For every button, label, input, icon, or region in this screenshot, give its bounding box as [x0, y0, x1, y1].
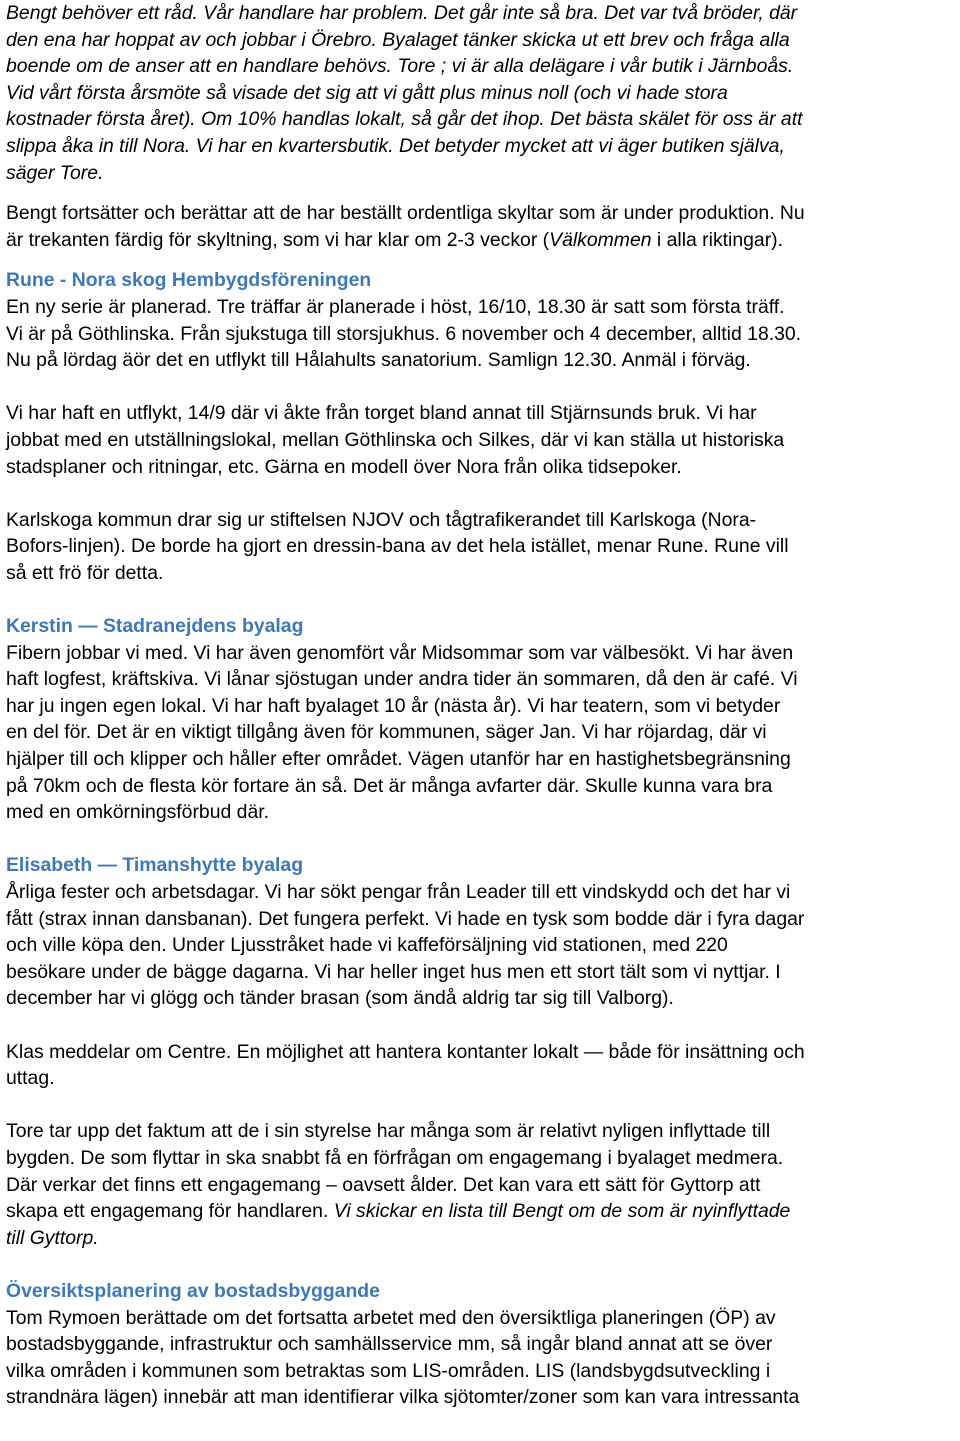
text-line: till Gyttorp.	[6, 1226, 99, 1249]
text-span-italic: Vi skickar en lista till Bengt om de som är nyinflyttade	[333, 1200, 791, 1223]
paragraph-klas	[6, 1039, 958, 1092]
text-line: Vi är på Göthlinska. Från sjukstuga till storsjukhus. 6 november och 4 december, alltid 18.30.	[6, 322, 802, 345]
text-line: hjälper till och klipper och håller efter området. Vägen utanför har en hastighetsbegränsning	[6, 748, 791, 771]
text-span-italic: Välkommen	[549, 228, 652, 251]
paragraph-rune-karlskoga	[6, 507, 958, 587]
text-line: kostnader första året). Om 10% handlas lokalt, så går det ihop. Det bästa skälet för oss är att	[6, 108, 803, 131]
text-line: bostadsbyggande, infrastruktur och samhällsservice mm, så ingår bland annat att se över	[6, 1333, 773, 1356]
text-line: en del för. Det är en viktigt tillgång även för kommunen, säger Jan. Vi har röjardag, där vi	[6, 721, 767, 744]
paragraph-rune-series	[6, 294, 958, 374]
section-heading-elisabeth: Elisabeth — Timanshytte byalag	[6, 854, 304, 877]
text-line: bygden. De som flyttar in ska snabbt få en förfrågan om engagemang i byalaget medmera.	[6, 1146, 784, 1169]
text-line: jobbat med en utställningslokal, mellan Göthlinska och Silkes, där vi kan ställa ut historiska	[6, 428, 785, 451]
text-line: Fibern jobbar vi med. Vi har även genomfört vår Midsommar som var välbesökt. Vi har även	[6, 641, 794, 664]
text-line: Nu på lördag äör det en utflykt till Hålahults sanatorium. Samlign 12.30. Anmäl i förväg.	[6, 349, 751, 372]
text-span: skapa ett engagemang för handlaren.	[6, 1200, 334, 1223]
text-line	[6, 227, 958, 254]
text-line: på 70km och de flesta kör fortare än så. Det är många avfarter där. Skulle kunna vara bra	[6, 774, 773, 797]
paragraph-kerstin	[6, 640, 958, 826]
text-line	[6, 1198, 958, 1225]
text-line: säger Tore.	[6, 161, 104, 184]
paragraph-bengt-store	[6, 0, 958, 186]
document-page	[6, 0, 958, 1411]
text-line: Årliga fester och arbetsdagar. Vi har sökt pengar från Leader till ett vindskydd och det har vi	[6, 881, 791, 903]
paragraph-tore	[6, 1118, 958, 1251]
text-line: stadsplaner och ritningar, etc. Gärna en modell över Nora från olika tidsepoker.	[6, 455, 682, 478]
text-line: En ny serie är planerad. Tre träffar är planerade i höst, 16/10, 18.30 är satt som första träff.	[6, 295, 785, 318]
text-line: Där verkar det finns ett engagemang – oavsett ålder. Det kan vara ett sätt för Gyttorp att	[6, 1173, 761, 1196]
text-line: så ett frö för detta.	[6, 561, 164, 584]
paragraph-rune-outing	[6, 400, 958, 480]
text-line: Tom Rymoen berättade om det fortsatta arbetet med den översiktliga planeringen (ÖP) av	[6, 1306, 776, 1329]
section-heading-kerstin: Kerstin — Stadranejdens byalag	[6, 615, 304, 638]
text-line: strandnära lägen) innebär att man identifierar vilka sjötomter/zoner som kan vara intressanta	[6, 1386, 800, 1409]
text-line: den ena har hoppat av och jobbar i Örebro. Byalaget tänker skicka ut ett brev och fråga alla	[6, 28, 790, 51]
text-line: vilka områden i kommunen som betraktas som LIS-områden. LIS (landsbygdsutveckling i	[6, 1359, 771, 1382]
text-line: Bofors-linjen). De borde ha gjort en dressin-bana av det hela istället, menar Rune. Rune vill	[6, 535, 789, 558]
text-line: Vi har haft en utflykt, 14/9 där vi åkte från torget bland annat till Stjärnsunds bruk. Vi har	[6, 402, 757, 425]
paragraph-bengt-signs	[6, 200, 958, 253]
section-heading-planning: Översiktsplanering av bostadsbyggande	[6, 1279, 380, 1302]
text-line: besökare under de bägge dagarna. Vi har heller inget hus men ett stort tält som vi nyttjar. I	[6, 960, 781, 983]
text-line: boende om de anser att en handlare behövs. Tore ; vi är alla delägare i vår butik i Järnboås.	[6, 55, 794, 78]
paragraph-planning	[6, 1305, 958, 1411]
text-line: har ju ingen egen lokal. Vi har haft byalaget 10 år (nästa år). Vi har teatern, som vi betyder	[6, 694, 781, 717]
text-span: i alla riktingar).	[651, 228, 783, 251]
paragraph-elisabeth	[6, 879, 958, 1012]
text-line: haft logfest, kräftskiva. Vi lånar sjöstugan under andra tider än sommaren, då den är café. Vi	[6, 668, 798, 691]
text-line: Klas meddelar om Centre. En möjlighet att hantera kontanter lokalt — både för insättning och	[6, 1040, 805, 1063]
text-line: och ville köpa den. Under Ljusstråket hade vi kaffeförsäljning vid stationen, med 220	[6, 934, 728, 957]
text-line: Tore tar upp det faktum att de i sin styrelse har många som är relativt nyligen inflyttade till	[6, 1120, 771, 1143]
text-line: slippa åka in till Nora. Vi har en kvartersbutik. Det betyder mycket att vi äger butiken själva,	[6, 134, 785, 157]
text-line: Karlskoga kommun drar sig ur stiftelsen NJOV och tågtrafikerandet till Karlskoga (Nora-	[6, 508, 757, 531]
text-line: uttag.	[6, 1067, 55, 1090]
text-line: fått (strax innan dansbanan). Det fungera perfekt. Vi hade en tysk som bodde där i fyra dagar	[6, 907, 805, 930]
text-line: Bengt behöver ett råd. Vår handlare har problem. Det går inte så bra. Det var två bröder, där	[6, 2, 798, 24]
text-line: december har vi glögg och tänder brasan (som ändå aldrig tar sig till Valborg).	[6, 987, 674, 1010]
text-span: är trekanten färdig för skyltning, som vi har klar om 2-3 veckor (	[6, 228, 550, 251]
section-heading-rune: Rune - Nora skog Hembygdsföreningen	[6, 269, 372, 292]
text-line: Vid vårt första årsmöte så visade det sig att vi gått plus minus noll (och vi hade stora	[6, 81, 728, 104]
text-line: Bengt fortsätter och berättar att de har beställt ordentliga skyltar som är under produktion. Nu	[6, 202, 805, 225]
text-line: med en omkörningsförbud där.	[6, 801, 270, 824]
